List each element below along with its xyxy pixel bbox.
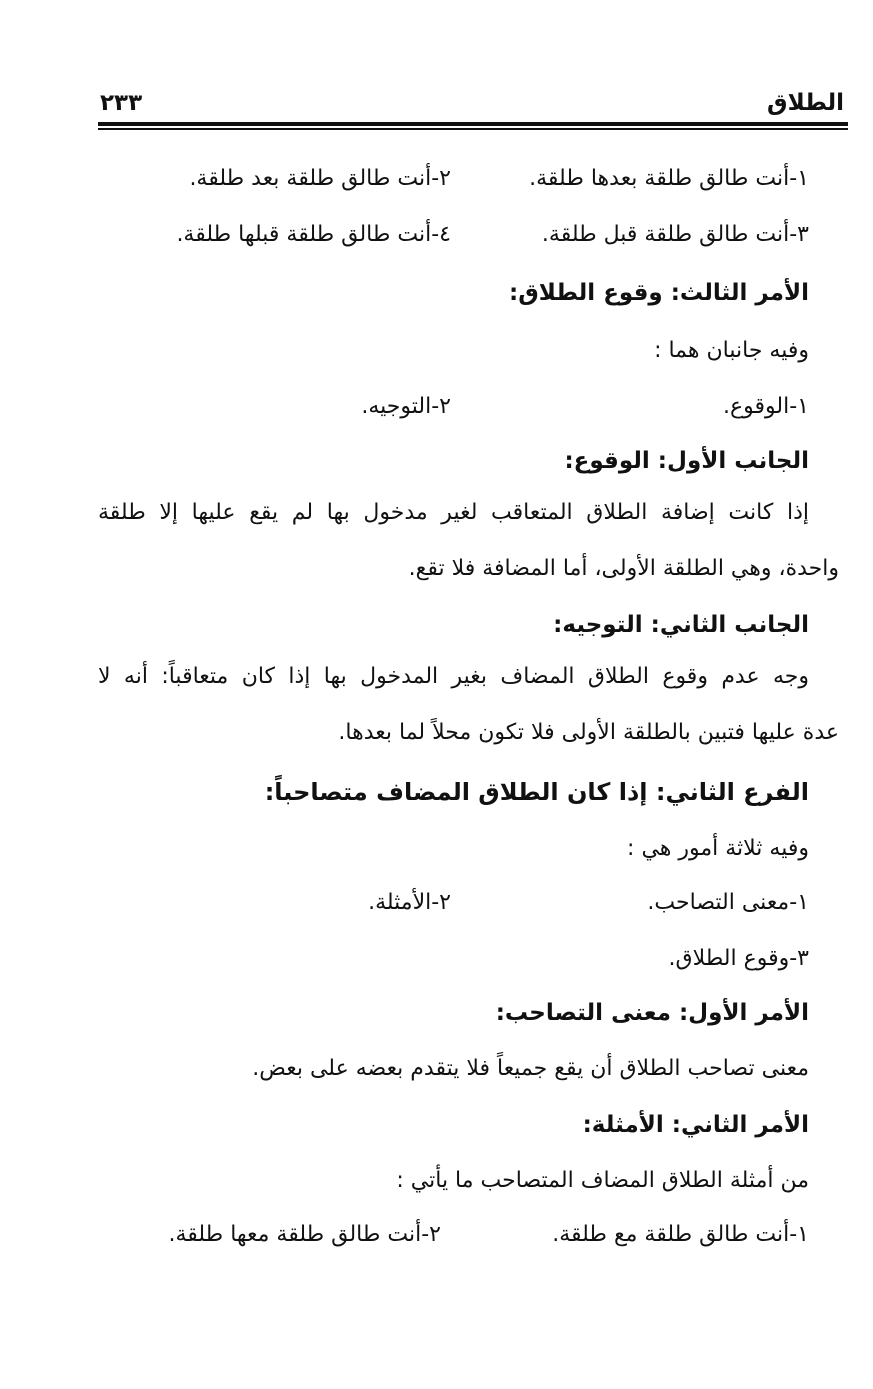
list-item: ٢-التوجيه. bbox=[361, 394, 451, 419]
example-item: ١-أنت طالق طلقة بعدها طلقة. bbox=[529, 166, 809, 191]
paragraph-line: إذا كانت إضافة الطلاق المتعاقب لغير مدخول بها لم يقع عليها إلا طلقة bbox=[98, 500, 809, 525]
page-header bbox=[98, 88, 846, 124]
section-heading: الأمر الأول: معنى التصاحب: bbox=[495, 1000, 809, 1026]
list-item: ٣-وقوع الطلاق. bbox=[668, 946, 809, 971]
example-item: ٤-أنت طالق طلقة قبلها طلقة. bbox=[176, 222, 451, 247]
section-heading: الجانب الثاني: التوجيه: bbox=[553, 612, 809, 638]
list-item: ١-معنى التصاحب. bbox=[647, 890, 809, 915]
paragraph-line: عدة عليها فتبين بالطلقة الأولى فلا تكون محلاً لما بعدها. bbox=[338, 720, 839, 745]
section-heading: الجانب الأول: الوقوع: bbox=[564, 448, 809, 474]
page-number: ٢٣٣ bbox=[100, 90, 143, 116]
section-heading: الأمر الثالث: وقوع الطلاق: bbox=[509, 280, 809, 306]
paragraph-line: واحدة، وهي الطلقة الأولى، أما المضافة فلا تقع. bbox=[408, 556, 839, 581]
example-item: ٣-أنت طالق طلقة قبل طلقة. bbox=[541, 222, 809, 247]
paragraph-line: وجه عدم وقوع الطلاق المضاف بغير المدخول بها إذا كان متعاقباً: أنه لا bbox=[98, 664, 809, 689]
branch-heading: الفرع الثاني: إذا كان الطلاق المضاف متصاحباً: bbox=[264, 778, 809, 806]
running-title: الطلاق bbox=[767, 90, 844, 116]
text-line: وفيه ثلاثة أمور هي : bbox=[627, 836, 809, 861]
list-item: ١-الوقوع. bbox=[723, 394, 809, 419]
example-item: ٢-أنت طالق طلقة معها طلقة. bbox=[168, 1222, 441, 1247]
example-item: ١-أنت طالق طلقة مع طلقة. bbox=[552, 1222, 809, 1247]
text-line: وفيه جانبان هما : bbox=[654, 338, 809, 363]
section-heading: الأمر الثاني: الأمثلة: bbox=[582, 1112, 809, 1138]
paragraph-line: معنى تصاحب الطلاق أن يقع جميعاً فلا يتقدم بعضه على بعض. bbox=[252, 1056, 809, 1081]
header-rule-thin bbox=[98, 128, 848, 130]
header-rule-thick bbox=[98, 122, 848, 126]
text-line: من أمثلة الطلاق المضاف المتصاحب ما يأتي : bbox=[396, 1168, 809, 1193]
list-item: ٢-الأمثلة. bbox=[368, 890, 451, 915]
example-item: ٢-أنت طالق طلقة بعد طلقة. bbox=[189, 166, 451, 191]
